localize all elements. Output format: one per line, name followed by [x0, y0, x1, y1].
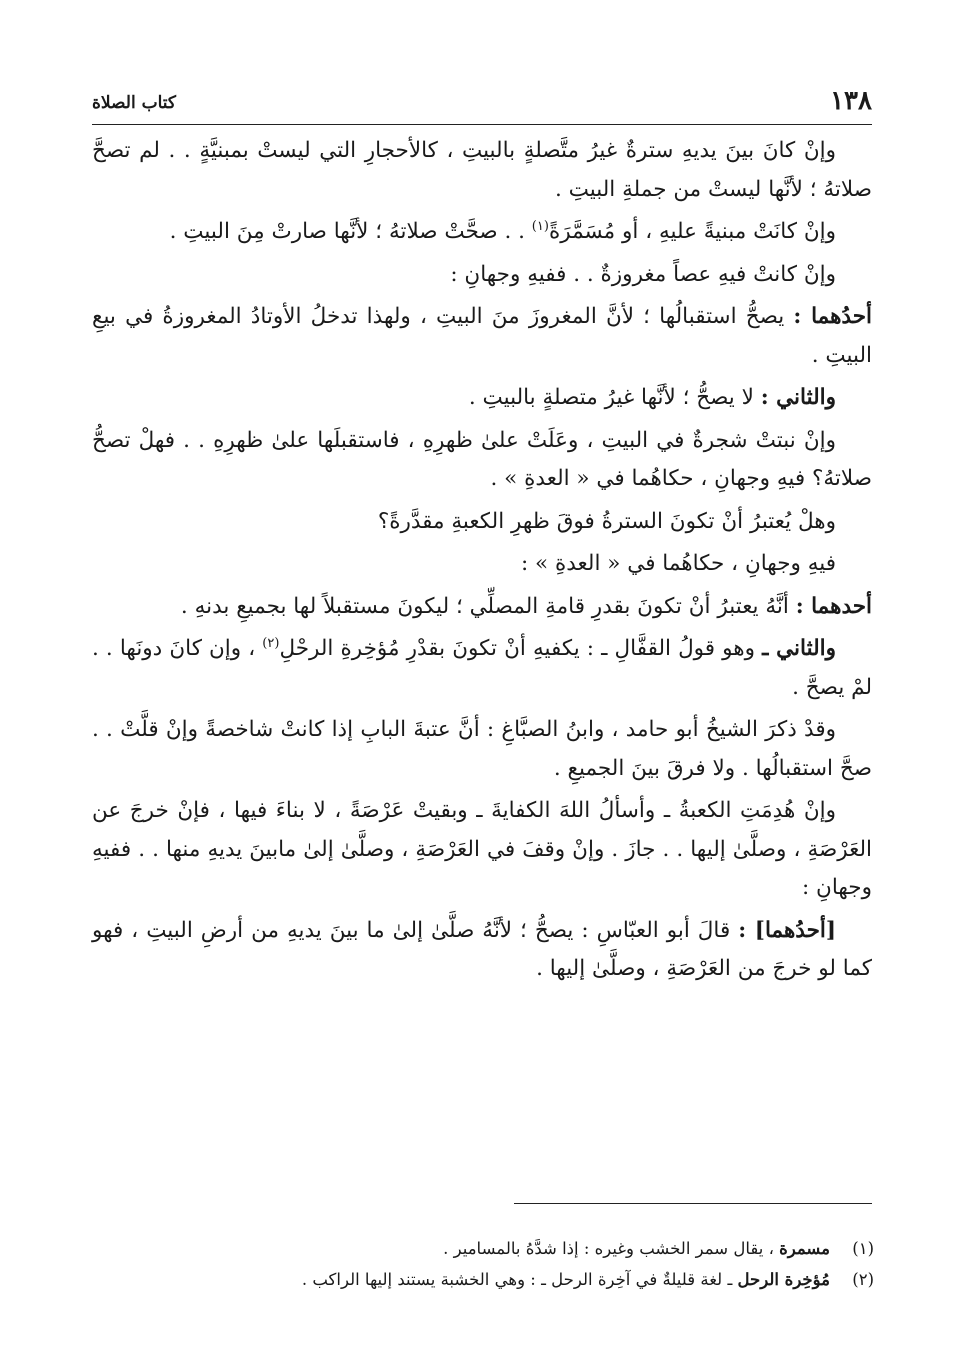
paragraph: وإنْ كانَ بينَ يديهِ سترةٌ غيرُ متَّصلةٍ بالبيتِ ، كالأحجارِ التي ليستْ بمبنيَّةٍ . . لم تصحَّ صلاتهُ ؛ لأنَّها ليستْ من جملةِ البيتِ . — [92, 138, 872, 202]
paragraph: أحدهما : أنَّهُ يعتبرُ أنْ تكونَ بقدرِ قامةِ المصلِّي ؛ ليكونَ مستقبلاً لها بجميعِ بدنهِ . — [180, 593, 872, 619]
paragraph-lead: أحدهما : — [795, 593, 872, 619]
footnote-term: مسمرة — [779, 1239, 830, 1258]
footnote-term: مُؤخِرة الرحل — [737, 1270, 830, 1289]
page-number: ١٣٨ — [830, 86, 872, 116]
header-rule — [92, 124, 872, 125]
page-header — [92, 84, 872, 118]
paragraph: [أحدُهما] : قالَ أبو العبّاسِ : يصحُّ ؛ لأنَّهُ صلَّىٰ إلىٰ ما بينَ يديهِ من أرضِ البيتِ ، فهو كما لو خرجَ من العَرْصَةِ ، وصلَّىٰ إليها . — [92, 917, 872, 981]
footnote-ref[interactable]: (١) — [531, 218, 549, 234]
paragraph: وهلْ يُعتبرُ أنْ تكونَ السترةُ فوقَ ظهرِ الكعبةِ مقدَّرةً؟ — [377, 508, 836, 534]
footnote-number: (٢) — [852, 1270, 874, 1289]
paragraph: والثاني ـ وهو قولُ القفَّالِ ـ : يكفيهِ أنْ تكونَ بقدْرِ مُؤخِرةِ الرحْلِ$^{(٢)}$ ، وإن كانَ دونَها . . لمْ يصحَّ . — [92, 635, 872, 700]
paragraph: وإنْ هُدِمَتِ الكعبةُ ـ وأسألُ اللهَ الكفايةَ ـ وبقيتْ عَرْصَةً ، لا بناءَ فيها ، فإنْ خرجَ عن العَرْصَةِ ، وصلَّىٰ إليها . . جازَ . وإنْ وقفَ في العَرْصَةِ ، وصلَّىٰ إلىٰ مابينَ يديهِ منها . . ففيهِ وجهانِ : — [92, 798, 872, 900]
footnote-number: (١) — [852, 1239, 874, 1258]
paragraph-lead: أحدُهما : — [793, 304, 872, 329]
paragraph: وإنْ كانتْ فيهِ عصاً مغروزةٌ . . ففيهِ وجهانِ : — [450, 261, 836, 287]
main-text — [92, 132, 872, 993]
paragraph: فيهِ وجهانِ ، حكاهُما في « العدةِ » : — [520, 551, 836, 576]
paragraph-lead: والثاني : — [760, 385, 836, 410]
running-title: كتاب الصلاة — [92, 93, 177, 113]
footnote-ref[interactable]: (٢) — [262, 635, 280, 651]
paragraph-lead: [أحدُهما] : — [738, 917, 836, 943]
paragraph: والثاني : لا يصحُّ ؛ لأنَّها غيرُ متصلةٍ بالبيتِ . — [468, 385, 836, 410]
paragraph: وقدْ ذكرَ الشيخُ أبو حامد ، وابنُ الصبَّاغِ : أنَّ عتبةَ البابِ إذا كانتْ شاخصةً وإنْ قلَّتْ . . صحَّ استقبالُها . ولا فرقَ بينَ الجميعِ . — [92, 717, 872, 781]
footnote-separator — [514, 1203, 872, 1204]
footnotes — [92, 1233, 874, 1295]
paragraph: وإنْ نبتتْ شجرةٌ في البيتِ ، وعَلَتْ علىٰ ظهرِهِ ، فاستقبلَها علىٰ ظهرِهِ . . فهلْ تصحُّ صلاتهُ؟ فيهِ وجهانِ ، حكاهُما في « العدةِ » . — [92, 427, 872, 491]
paragraph: وإنْ كانَتْ مبنيةً عليهِ ، أو مُسَمَّرَةً$^{(١)}$ . . صحَّتْ صلاتهُ ؛ لأنَّها صارتْ مِنَ البيتِ . — [169, 218, 836, 244]
paragraph: أحدُهما : يصحُّ استقبالُها ؛ لأنَّ المغروزَ منَ البيتِ ، ولهذا تدخلُ الأوتادُ المغروزةُ في بيعِ البيتِ . — [92, 304, 872, 368]
footnote: (٢)مُؤخِرة الرحل ـ لغة قليلةٌ في آخِرة الرحل ـ : وهي الخشبة يستند إليها الراكب . — [92, 1264, 874, 1295]
footnote: (١)مسمرة ، يقال سمر الخشب وغيره : إذا شدَّهُ بالمسامير . — [92, 1233, 874, 1264]
paragraph-lead: والثاني ـ — [762, 636, 836, 661]
